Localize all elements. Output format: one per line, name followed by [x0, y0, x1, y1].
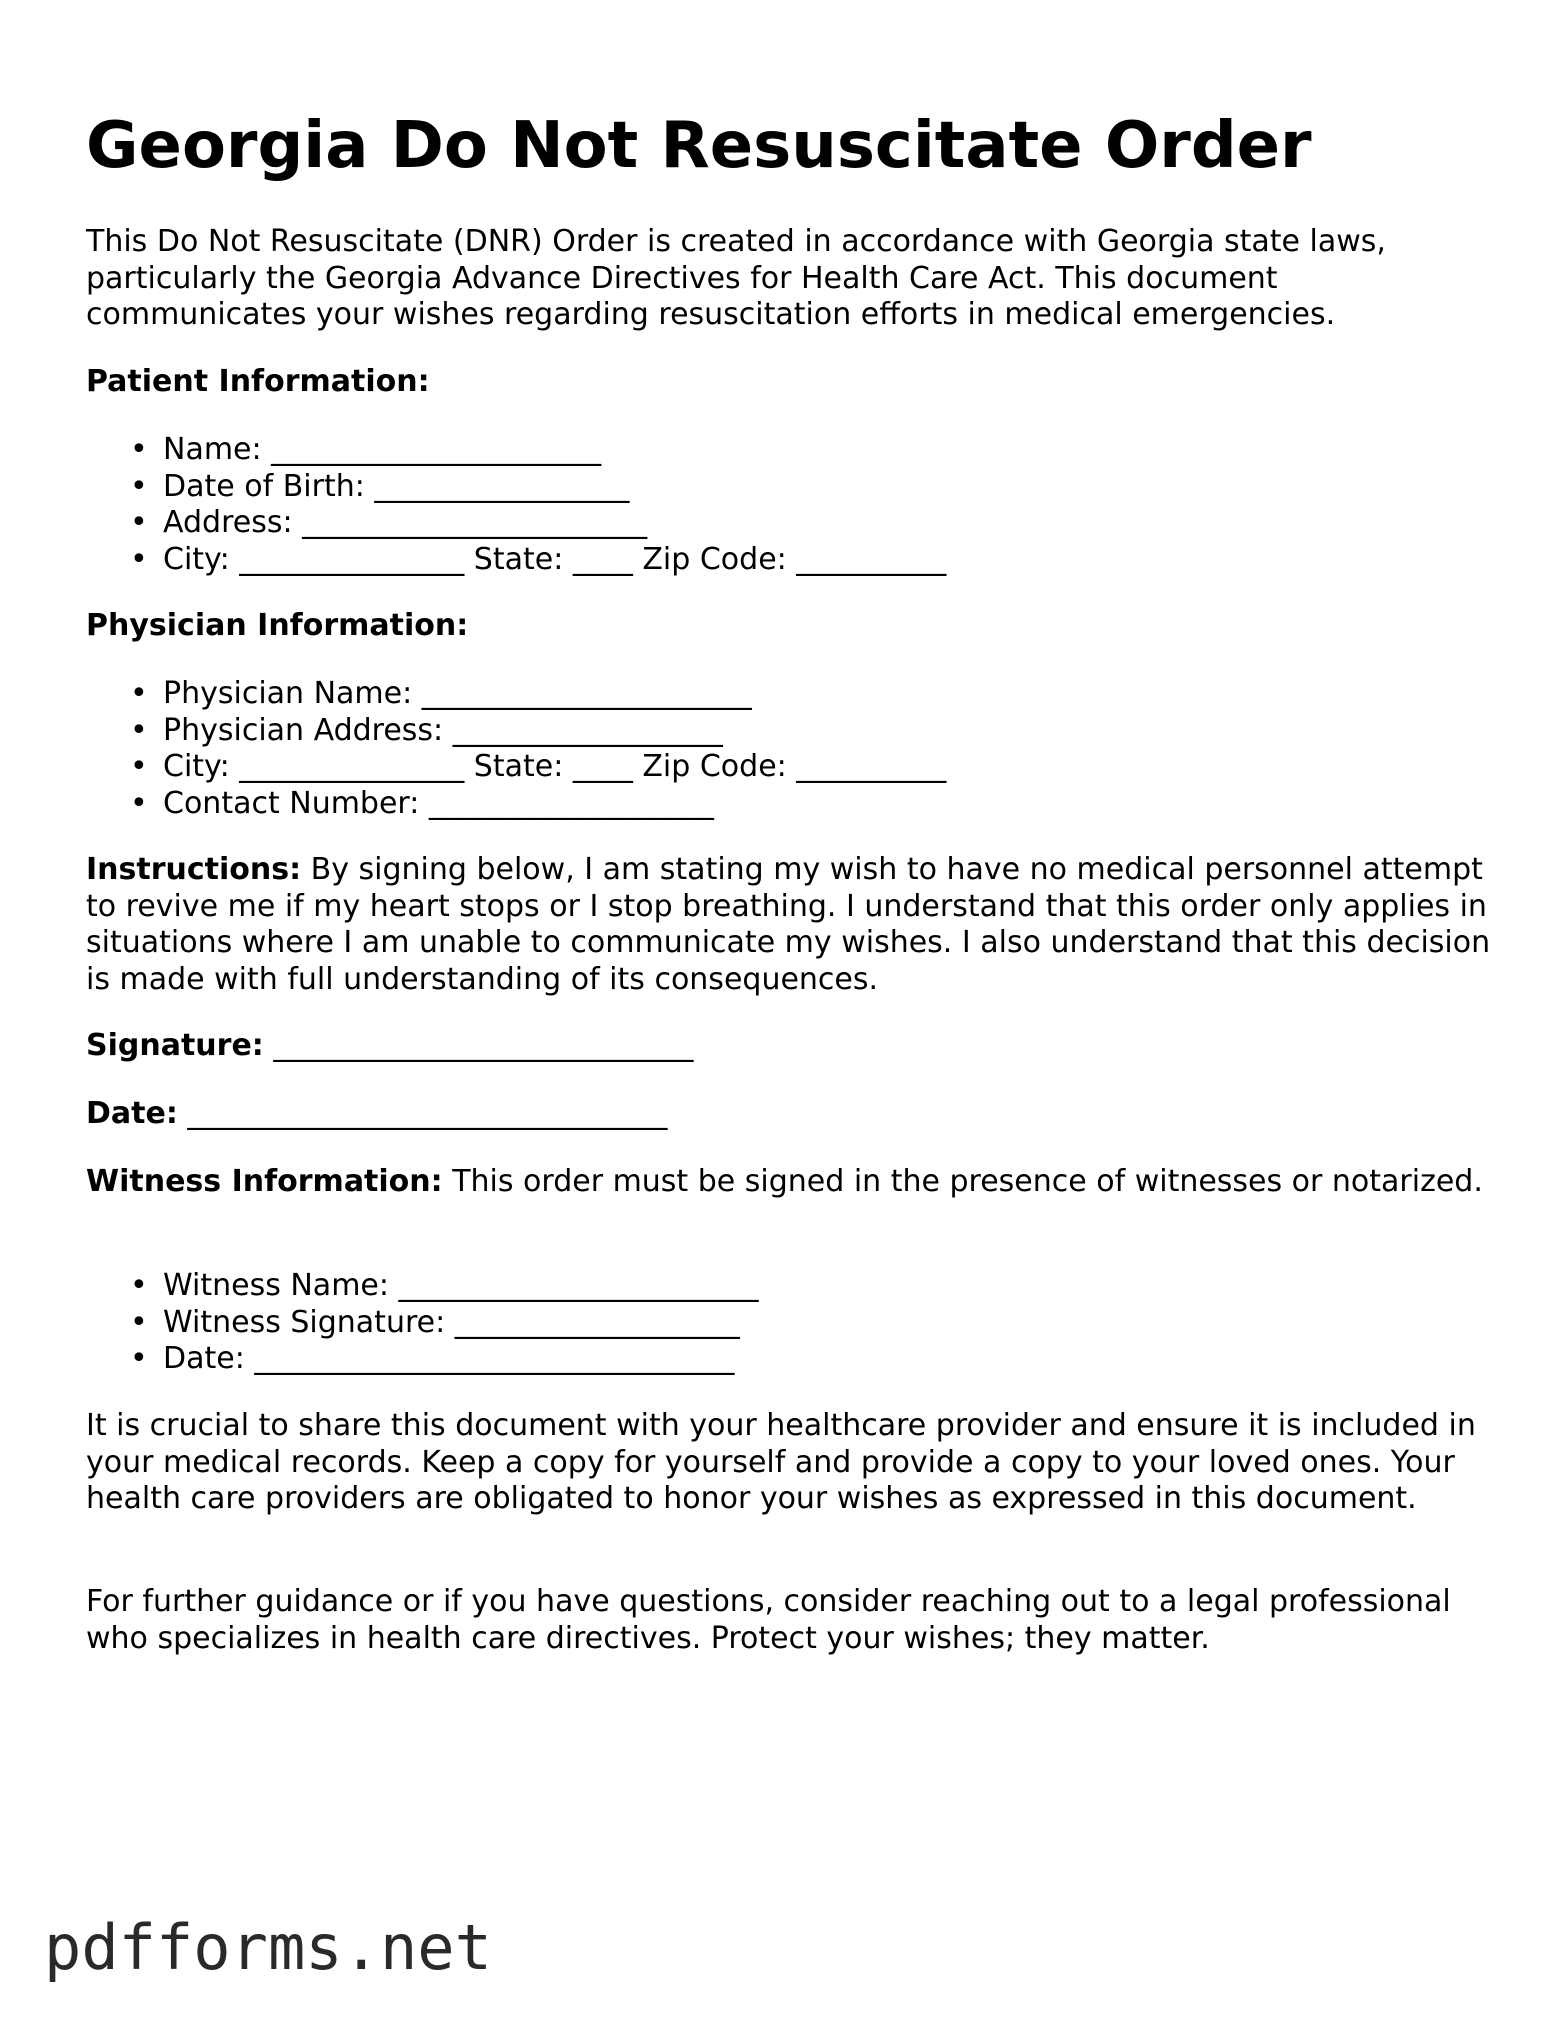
bullet-icon: • — [130, 785, 148, 821]
physician-info-list — [86, 676, 946, 822]
bullet-icon: • — [130, 468, 148, 504]
closing-paragraph-1: It is crucial to share this document with your healthcare provider and ensure it is included in your medical records. Keep a copy for yourself and provide a copy to your loved ones. Your health care providers are obligated to honor your wishes as expressed in this document. — [86, 1408, 1476, 1516]
patient-address-field[interactable]: • Address: _______________________ — [130, 505, 648, 540]
physician-name-field[interactable]: • Physician Name: ______________________ — [130, 676, 752, 711]
instructions-paragraph — [86, 852, 1506, 998]
instructions-label: Instructions: — [86, 852, 302, 887]
patient-info-heading: Patient Information: — [86, 364, 430, 399]
signature-label: Signature: — [86, 1028, 264, 1063]
patient-info-list — [86, 432, 946, 578]
bullet-icon: • — [130, 432, 148, 467]
patient-city-state-zip-field[interactable]: • City: _______________ State: ____ Zip Code: __________ — [130, 541, 947, 577]
witness-info-text: This order must be signed in the presence of witnesses or notarized. — [442, 1164, 1483, 1199]
date-line[interactable] — [86, 1096, 667, 1133]
signature-line[interactable] — [86, 1028, 693, 1065]
signature-blank: ____________________________ — [263, 1028, 694, 1063]
witness-info-label: Witness Information: — [86, 1164, 443, 1199]
witness-name-field[interactable]: • Witness Name: ________________________ — [130, 1268, 759, 1303]
witness-info-paragraph — [86, 1164, 1506, 1201]
bullet-icon: • — [130, 505, 148, 540]
patient-name-field[interactable]: • Name: ______________________ — [130, 432, 602, 467]
bullet-icon: • — [130, 541, 148, 577]
watermark-logo: pdfforms.net — [44, 1911, 492, 1984]
physician-contact-number-field[interactable]: • Contact Number: ___________________ — [130, 785, 714, 821]
physician-info-heading: Physician Information: — [86, 608, 469, 643]
page-title: Georgia Do Not Resuscitate Order — [86, 109, 1312, 183]
witness-date-field[interactable]: • Date: ________________________________ — [130, 1341, 735, 1376]
witness-info-list — [86, 1268, 759, 1378]
bullet-icon: • — [130, 1341, 148, 1376]
bullet-icon: • — [130, 749, 148, 784]
date-label: Date: — [86, 1096, 178, 1131]
physician-address-field[interactable]: • Physician Address: __________________ — [130, 712, 723, 748]
witness-signature-field[interactable]: • Witness Signature: ___________________ — [130, 1304, 740, 1340]
closing-paragraph-2: For further guidance or if you have questions, consider reaching out to a legal professional who specializes in health care directives. Protect your wishes; they matter. — [86, 1584, 1451, 1656]
date-blank: ________________________________ — [177, 1096, 668, 1131]
instructions-text: By signing below, I am stating my wish to have no medical personnel attempt to revive me if my heart stops or I stop breathing. I understand that this order only applies in situations where I am unable to communicate my wishes. I also understand that this decision is made with full understanding of its consequences. — [86, 852, 1491, 997]
intro-paragraph: This Do Not Resuscitate (DNR) Order is created in accordance with Georgia state laws, particularly the Georgia Advance Directives for Health Care Act. This document communicates your wishes regarding resuscitation efforts in medical emergencies. — [86, 224, 1386, 332]
bullet-icon: • — [130, 1268, 148, 1303]
bullet-icon: • — [130, 1304, 148, 1340]
bullet-icon: • — [130, 712, 148, 748]
bullet-icon: • — [130, 676, 148, 711]
patient-dob-field[interactable]: • Date of Birth: _________________ — [130, 468, 630, 504]
physician-city-state-zip-field[interactable]: • City: _______________ State: ____ Zip Code: __________ — [130, 749, 947, 784]
